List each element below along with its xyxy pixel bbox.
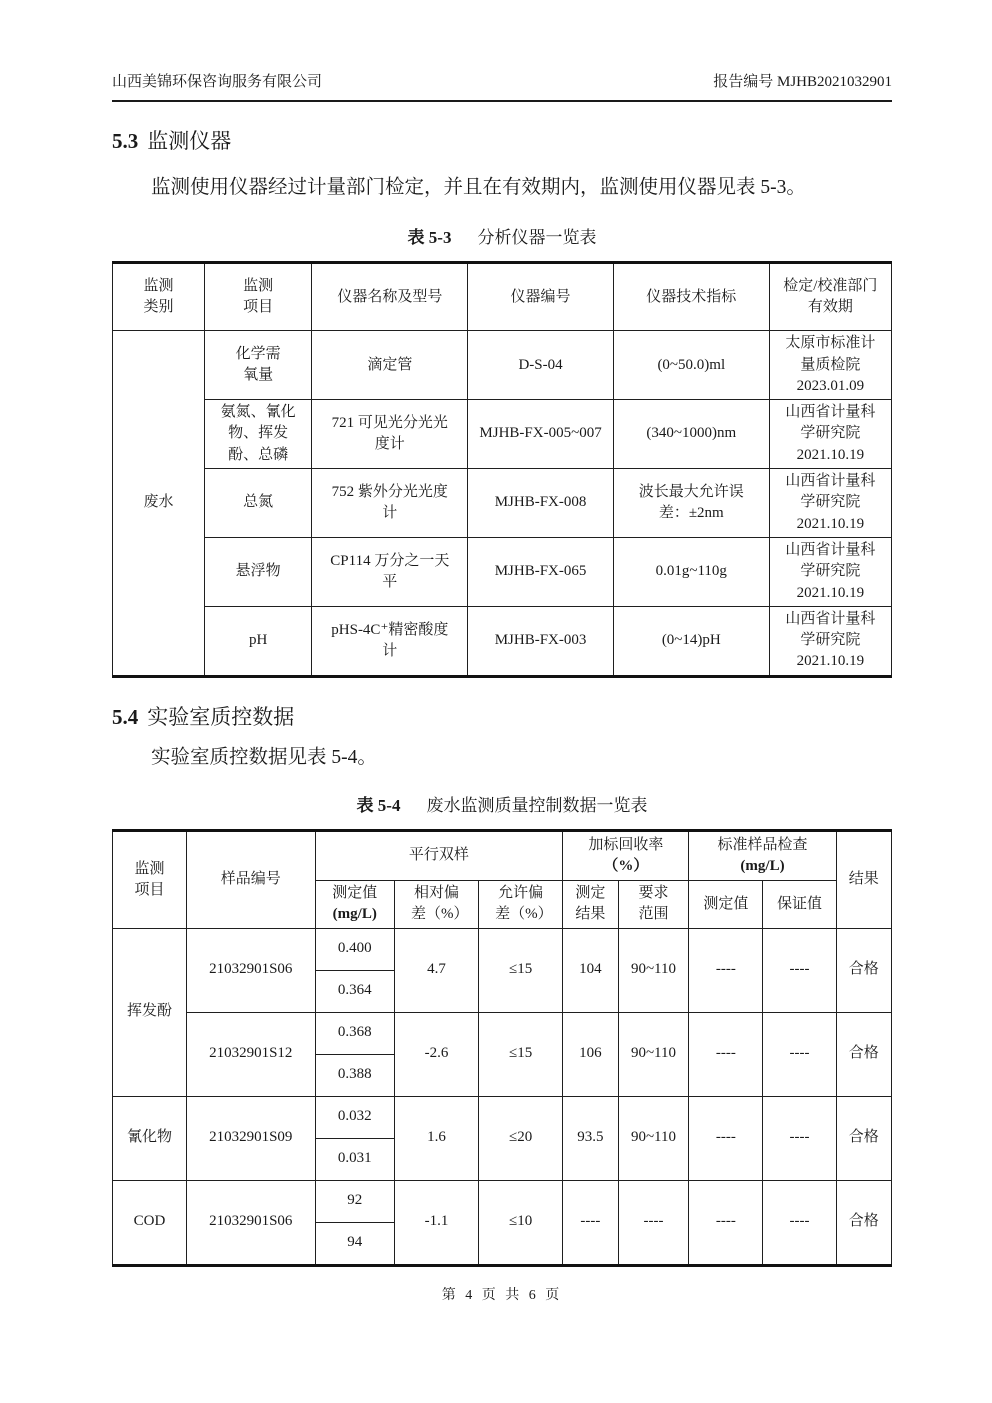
t54-header-allow-dev: 允许偏差（%） [479, 881, 563, 929]
section-5-4-heading [112, 704, 892, 731]
t54-std-certified-cell: ---- [763, 1180, 836, 1265]
caption-title: 废水监测质量控制数据一览表 [426, 796, 648, 816]
t53-header-dept: 检定/校准部门有效期 [769, 263, 891, 331]
t54-measured-cell: 0.388 [315, 1054, 394, 1096]
t54-allow-dev-cell: ≤10 [479, 1180, 563, 1265]
t54-recovery-cell: ---- [563, 1180, 618, 1265]
t54-sample-cell: 21032901S06 [187, 1180, 316, 1265]
t53-header-spec: 仪器技术指标 [613, 263, 769, 331]
t54-header-rel-dev: 相对偏差（%） [394, 881, 478, 929]
section-title: 实验室质控数据 [147, 704, 295, 729]
t54-sample-cell: 21032901S06 [187, 928, 316, 1012]
t53-spec-cell: 波长最大允许误差：±2nm [613, 469, 769, 538]
t53-instrument-cell: 721 可见光分光光度计 [312, 400, 468, 469]
t54-allow-dev-cell: ≤15 [479, 1012, 563, 1096]
t53-dept-cell: 太原市标准计量质检院 2023.01.09 [769, 331, 891, 400]
t53-instrument-cell: pHS-4C⁺精密酸度计 [312, 606, 468, 676]
t54-range-cell: 90~110 [618, 1096, 689, 1180]
report-number: 报告编号 MJHB2021032901 [713, 74, 892, 90]
t54-rel-dev-cell: -2.6 [394, 1012, 478, 1096]
t54-measured-cell: 92 [315, 1180, 394, 1222]
section-5-3-paragraph: 监测使用仪器经过计量部门检定，并且在有效期内，监测使用仪器见表 5-3。 [151, 177, 806, 199]
t54-header-standard: 标准样品检查 (mg/L) [689, 831, 836, 881]
t54-header-rec-range: 要求范围 [618, 881, 689, 929]
t54-std-certified-cell: ---- [763, 1012, 836, 1096]
t53-code-cell: MJHB-FX-005~007 [468, 400, 614, 469]
t54-allow-dev-cell: ≤15 [479, 928, 563, 1012]
t53-code-cell: MJHB-FX-065 [468, 537, 614, 606]
t54-header-recovery: 加标回收率 （%） [563, 831, 689, 881]
t53-row-cod [113, 331, 892, 400]
t53-item-cell: 化学需氧量 [204, 331, 312, 400]
t53-spec-cell: (0~50.0)ml [613, 331, 769, 400]
section-number: 5.3 [112, 129, 139, 153]
t53-dept-cell: 山西省计量科学研究院 2021.10.19 [769, 400, 891, 469]
t54-recovery-cell: 104 [563, 928, 618, 1012]
t54-allow-dev-cell: ≤20 [479, 1096, 563, 1180]
t54-data-row [113, 928, 892, 970]
section-5-3-heading [112, 128, 892, 155]
t54-result-cell: 合格 [836, 1180, 891, 1265]
t54-measured-cell: 0.400 [315, 928, 394, 970]
t54-std-measured-cell: ---- [689, 1180, 763, 1265]
t53-spec-cell: (0~14)pH [613, 606, 769, 676]
t53-item-cell: 悬浮物 [204, 537, 312, 606]
t54-item-cell: COD [113, 1180, 187, 1265]
t54-header-measured: 测定值 (mg/L) [315, 881, 394, 929]
t54-recovery-cell: 93.5 [563, 1096, 618, 1180]
t53-header-code: 仪器编号 [468, 263, 614, 331]
t53-code-cell: D-S-04 [468, 331, 614, 400]
t54-range-cell: ---- [618, 1180, 689, 1265]
t54-header-rec-result: 测定结果 [563, 881, 618, 929]
t53-row-suspended-solids [113, 537, 892, 606]
t54-header-row-1 [113, 831, 892, 881]
t54-rel-dev-cell: -1.1 [394, 1180, 478, 1265]
t53-row-ammonia [113, 400, 892, 469]
t53-row-total-nitrogen [113, 469, 892, 538]
t53-item-cell: 氨氮、氰化物、挥发酚、总磷 [204, 400, 312, 469]
t54-range-cell: 90~110 [618, 928, 689, 1012]
t53-dept-cell: 山西省计量科学研究院 2021.10.19 [769, 537, 891, 606]
caption-number: 表 5-4 [356, 796, 401, 816]
t53-header-instrument: 仪器名称及型号 [312, 263, 468, 331]
t54-sample-cell: 21032901S09 [187, 1096, 316, 1180]
t54-result-cell: 合格 [836, 928, 891, 1012]
t53-dept-cell: 山西省计量科学研究院 2021.10.19 [769, 469, 891, 538]
table-5-4-caption [112, 791, 892, 816]
t54-data-row [113, 1012, 892, 1054]
t53-header-category: 监测类别 [113, 263, 205, 331]
t54-header-std-certified: 保证值 [763, 881, 836, 929]
table-5-3-caption [112, 223, 892, 248]
t53-code-cell: MJHB-FX-003 [468, 606, 614, 676]
t53-category-cell: 废水 [113, 331, 205, 676]
t54-measured-cell: 0.031 [315, 1138, 394, 1180]
page-header [112, 70, 892, 102]
t54-measured-cell: 94 [315, 1222, 394, 1265]
t54-data-row [113, 1180, 892, 1222]
analysis-instruments-table [112, 261, 892, 677]
t53-instrument-cell: CP114 万分之一天平 [312, 537, 468, 606]
t53-instrument-cell: 752 紫外分光光度计 [312, 469, 468, 538]
t53-code-cell: MJHB-FX-008 [468, 469, 614, 538]
company-name: 山西美锦环保咨询服务有限公司 [112, 74, 323, 90]
t54-recovery-cell: 106 [563, 1012, 618, 1096]
t54-result-cell: 合格 [836, 1096, 891, 1180]
t54-item-cell: 挥发酚 [113, 928, 187, 1096]
t54-rel-dev-cell: 4.7 [394, 928, 478, 1012]
t54-header-result: 结果 [836, 831, 891, 929]
t54-measured-cell: 0.032 [315, 1096, 394, 1138]
t54-std-measured-cell: ---- [689, 1012, 763, 1096]
t54-std-certified-cell: ---- [763, 928, 836, 1012]
page-footer: 第 4 页 共 6 页 [441, 1287, 563, 1303]
t54-std-certified-cell: ---- [763, 1096, 836, 1180]
section-number: 5.4 [112, 704, 139, 729]
t53-spec-cell: (340~1000)nm [613, 400, 769, 469]
t53-item-cell: 总氮 [204, 469, 312, 538]
caption-title: 分析仪器一览表 [477, 228, 597, 248]
qc-data-table [112, 829, 892, 1267]
t54-measured-cell: 0.364 [315, 970, 394, 1012]
t53-header-item: 监测项目 [204, 263, 312, 331]
t54-header-std-measured: 测定值 [689, 881, 763, 929]
caption-number: 表 5-3 [407, 228, 452, 248]
t54-header-parallel: 平行双样 [315, 831, 563, 881]
t53-dept-cell: 山西省计量科学研究院 2021.10.19 [769, 606, 891, 676]
t54-std-measured-cell: ---- [689, 928, 763, 1012]
t54-result-cell: 合格 [836, 1012, 891, 1096]
t53-instrument-cell: 滴定管 [312, 331, 468, 400]
t54-header-item: 监测项目 [113, 831, 187, 929]
t54-measured-cell: 0.368 [315, 1012, 394, 1054]
t53-item-cell: pH [204, 606, 312, 676]
t54-range-cell: 90~110 [618, 1012, 689, 1096]
t53-header-row [113, 263, 892, 331]
t54-data-row [113, 1096, 892, 1138]
t54-sample-cell: 21032901S12 [187, 1012, 316, 1096]
t53-row-ph [113, 606, 892, 676]
section-title: 监测仪器 [147, 129, 232, 153]
section-5-4-paragraph: 实验室质控数据见表 5-4。 [151, 747, 377, 769]
t54-item-cell: 氰化物 [113, 1096, 187, 1180]
t54-std-measured-cell: ---- [689, 1096, 763, 1180]
t54-rel-dev-cell: 1.6 [394, 1096, 478, 1180]
t54-header-sample: 样品编号 [187, 831, 316, 929]
t53-spec-cell: 0.01g~110g [613, 537, 769, 606]
